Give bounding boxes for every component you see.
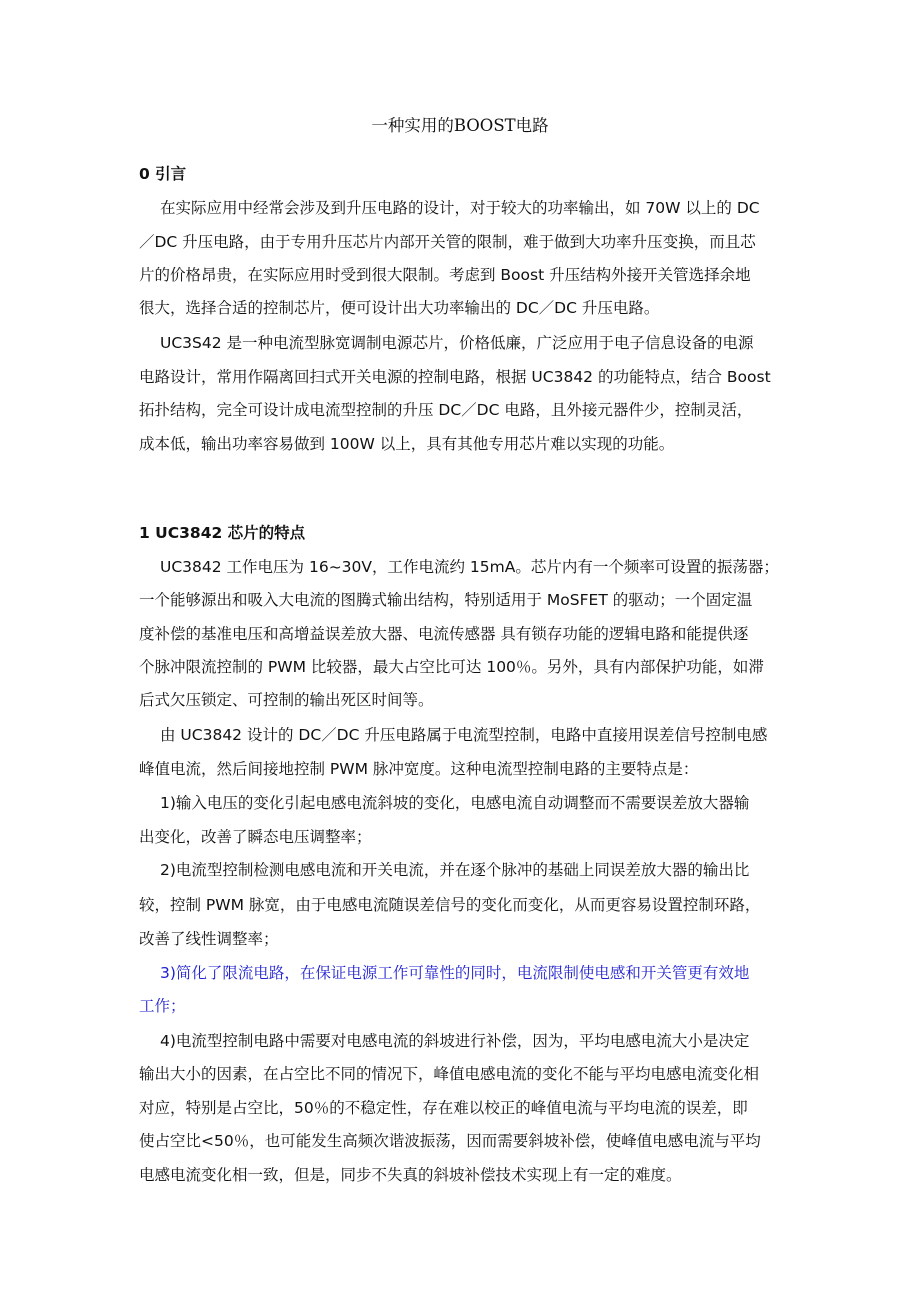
paragraph-line: 后式欠压锁定、可控制的输出死区时间等。 [139, 691, 434, 709]
highlighted-paragraph-line: 3)简化了限流电路，在保证电源工作可靠性的同时，电流限制使电感和开关管更有效地 [160, 964, 750, 982]
highlighted-paragraph-line: 工作； [139, 997, 186, 1015]
paragraph-line: 对应，特别是占空比，50％的不稳定性，存在难以校正的峰值电流与平均电流的误差，即 [139, 1099, 748, 1117]
paragraph-line: 个脉冲限流控制的 PWM 比较器，最大占空比可达 100％。另外，具有内部保护功能，如滞 [139, 658, 764, 676]
paragraph-line: 2)电流型控制检测电感电流和开关电流，并在逐个脉冲的基础上同误差放大器的输出比 [160, 861, 750, 879]
paragraph-line: 出变化，改善了瞬态电压调整率； [139, 828, 372, 846]
paragraph-line: 使占空比<50％，也可能发生高频次谐波振荡，因而需要斜坡补偿，使峰值电感电流与平均 [139, 1132, 761, 1150]
paragraph-line: 1)输入电压的变化引起电感电流斜坡的变化，电感电流自动调整而不需要误差放大器输 [160, 794, 750, 812]
paragraph-line: 峰值电流，然后间接地控制 PWM 脉冲宽度。这种电流型控制电路的主要特点是： [139, 760, 699, 778]
paragraph-line: 输出大小的因素，在占空比不同的情况下，峰值电感电流的变化不能与平均电感电流变化相 [139, 1065, 760, 1083]
paragraph-line: UC3842 工作电压为 16~30V，工作电流约 15mA。芯片内有一个频率可设置的振荡器； [160, 558, 779, 576]
paragraph-line: UC3S42 是一种电流型脉宽调制电源芯片，价格低廉，广泛应用于电子信息设备的电源 [160, 334, 754, 352]
paragraph-line: 拓扑结构，完全可设计成电流型控制的升压 DC／DC 电路，且外接元器件少，控制灵活， [139, 401, 753, 419]
paragraph-line: 由 UC3842 设计的 DC／DC 升压电路属于电流型控制，电路中直接用误差信号控制电感 [160, 726, 768, 744]
paragraph-line: 在实际应用中经常会涉及到升压电路的设计，对于较大的功率输出，如 70W 以上的 DC [160, 199, 760, 217]
paragraph-line: 一个能够源出和吸入大电流的图腾式输出结构，特别适用于 MoSFET 的驱动；一个固定温 [139, 591, 753, 609]
document-title: 一种实用的BOOST电路 [371, 116, 549, 135]
paragraph-line: 电感电流变化相一致，但是，同步不失真的斜坡补偿技术实现上有一定的难度。 [139, 1166, 682, 1184]
paragraph-line: 电路设计，常用作隔离回扫式开关电源的控制电路，根据 UC3842 的功能特点，结合 Boost [139, 368, 771, 386]
paragraph-line: 很大，选择合适的控制芯片，便可设计出大功率输出的 DC／DC 升压电路。 [139, 299, 660, 317]
paragraph-line: 成本低，输出功率容易做到 100W 以上，具有其他专用芯片难以实现的功能。 [139, 435, 675, 453]
paragraph-line: 较，控制 PWM 脉宽，由于电感电流随误差信号的变化而变化，从而更容易设置控制环路， [139, 896, 761, 914]
paragraph-line: 度补偿的基准电压和高增益误差放大器、电流传感器 具有锁存功能的逻辑电路和能提供逐 [139, 625, 749, 643]
paragraph-line: 4)电流型控制电路中需要对电感电流的斜坡进行补偿，因为，平均电感电流大小是决定 [160, 1032, 750, 1050]
paragraph-line: ／DC 升压电路，由于专用升压芯片内部开关管的限制，难于做到大功率升压变换，而且芯 [139, 233, 756, 251]
paragraph-line: 片的价格昂贵，在实际应用时受到很大限制。考虑到 Boost 升压结构外接开关管选择余地 [139, 266, 751, 284]
section-heading-intro: 0 引言 [139, 165, 187, 183]
paragraph-line: 改善了线性调整率； [139, 930, 279, 948]
section-heading-uc3842: 1 UC3842 芯片的特点 [139, 524, 306, 542]
